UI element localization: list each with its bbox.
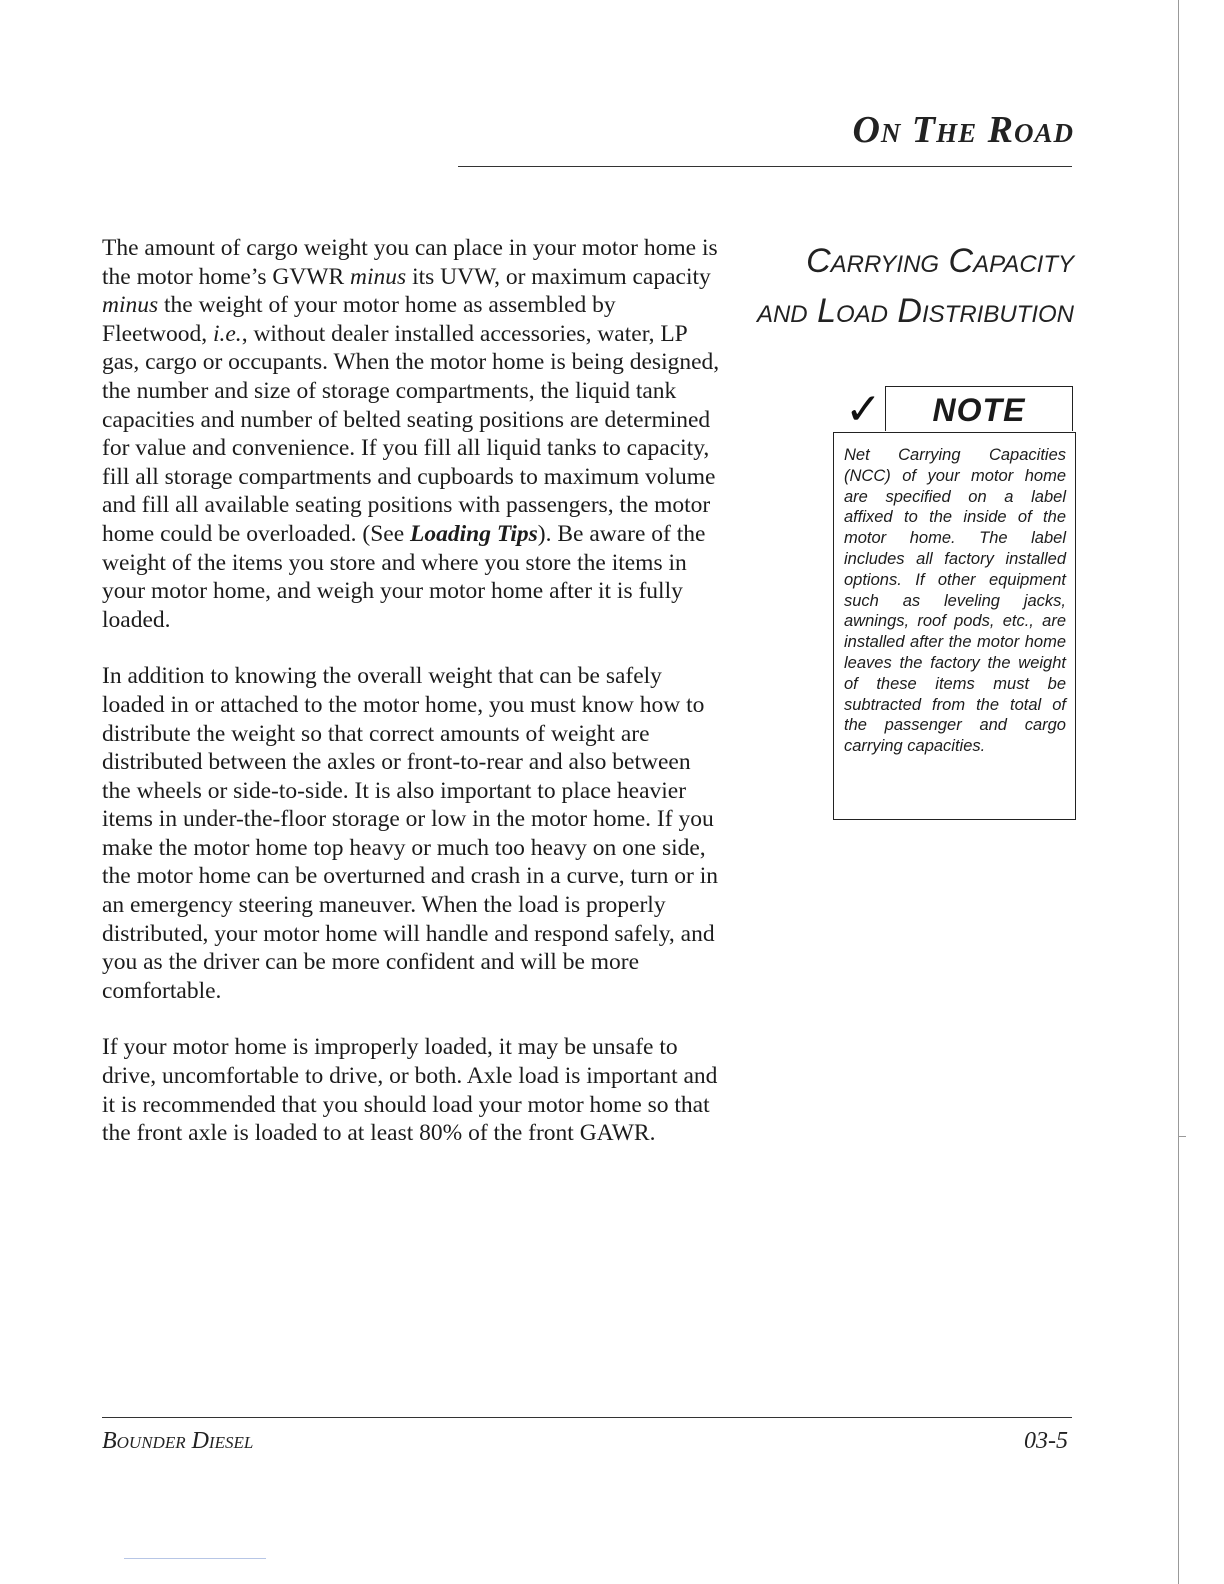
footer-page-number: 03-5 <box>1024 1428 1068 1454</box>
footer-rule <box>102 1417 1072 1418</box>
scan-edge-line <box>1178 0 1179 1584</box>
section-heading <box>694 236 1074 336</box>
section-heading-line-2: and Load Distribution <box>756 292 1074 330</box>
page-header-title: On The Road <box>852 109 1074 151</box>
scan-artifact-line <box>124 1558 266 1559</box>
paragraph-3: If your motor home is improperly loaded, it may be unsafe to drive, uncomfortable to drive, or both. Axle load is important and it is recommended that you should load your motor home so that the front axle is loaded to at least 80% of the front GAWR. <box>102 1034 718 1147</box>
section-heading-line-1: Carrying Capacity <box>806 242 1074 280</box>
header-rule <box>458 166 1072 167</box>
paragraph-1-run: the weight of your motor home as assembled by Fleetwood, <box>102 292 616 347</box>
paragraph-1-run: Loading Tips <box>410 520 538 547</box>
paragraph-1-run: minus <box>102 292 159 319</box>
paragraph-1-run: , without dealer installed accessories, water, LP gas, cargo or occupants. When the motor home is being designed, the number and size of storage compartments, the liquid tank capacities and number of belted seating positions are determined for value and convenience. If you fill all liquid tanks to capacity, fill all storage compartments and cupboards to maximum volume and fill all available seating positions with passengers, the motor home could be overloaded. (See <box>102 320 720 547</box>
paragraph-1-run: The amount of cargo weight you can place in your motor home is the motor home’s GVWR <box>102 235 718 290</box>
paragraph-1-run: i.e. <box>212 320 242 347</box>
paragraph-1 <box>102 234 720 634</box>
paragraph-1-run: minus <box>350 263 407 290</box>
paragraph-2: In addition to knowing the overall weight that can be safely loaded in or attached to the motor home, you must know how to distribute the weight so that correct amounts of weight are distributed between the axles or front-to-rear and also between the wheels or side-to-side. It is also important to place heavier items in under-the-floor storage or low in the motor home. If you make the motor home top heavy or much too heavy on one side, the motor home can be overturned and crash in a curve, turn or in an emergency steering maneuver. When the load is properly distributed, your motor home will handle and respond safely, and you as the driver can be more confident and will be more comfortable. <box>102 663 719 1004</box>
note-title: NOTE <box>885 386 1073 431</box>
note-text: Net Carrying Capacities (NCC) of your motor home are specified on a label affixed to the inside of the motor home. The label includes all factory installed options. If other equipment such as leveling jacks, awnings, roof pods, etc., are installed after the motor home leaves the factory the weight of these items must be subtracted from the total of the passenger and cargo carrying capacities. <box>833 432 1076 820</box>
checkmark-icon: ✓ <box>845 384 882 435</box>
scan-edge-tick <box>1178 1136 1186 1137</box>
footer-manual-name: Bounder Diesel <box>102 1428 254 1454</box>
paragraph-1-run: its UVW, or maximum capacity <box>406 263 711 290</box>
paragraph-1-run: ). Be aware of the weight of the items you store and where you store the items in your motor home, and weigh your motor home after it is fully loaded. <box>102 520 706 633</box>
body-column <box>102 234 720 1176</box>
